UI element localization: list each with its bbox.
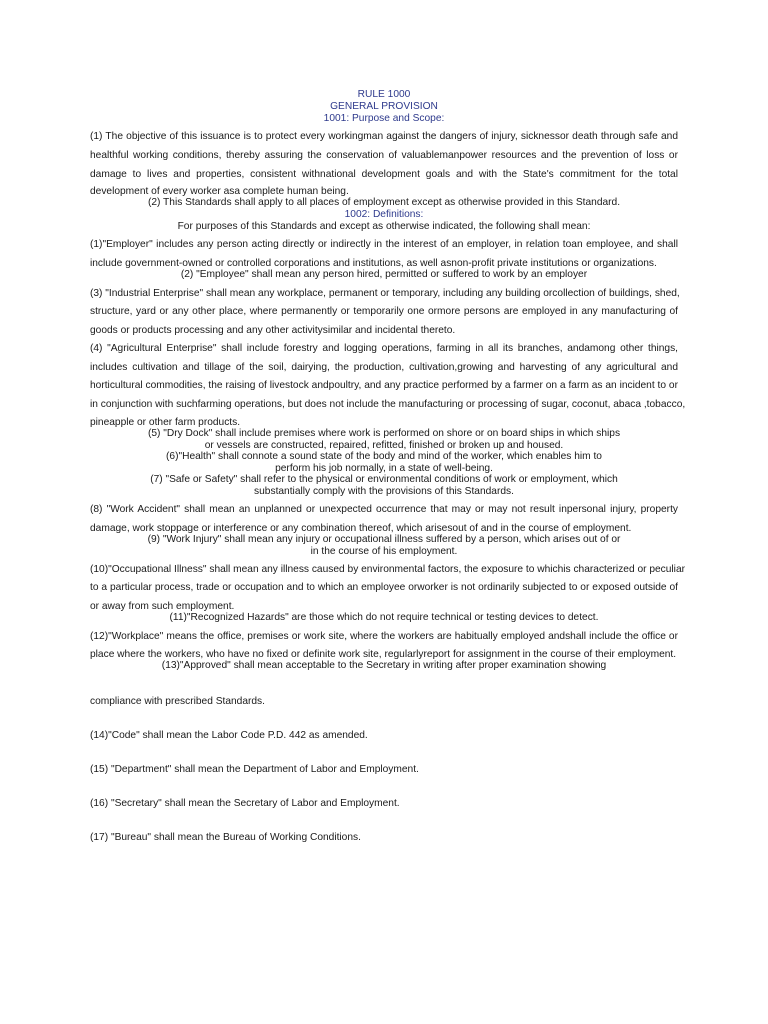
text-line: (17) "Bureau" shall mean the Bureau of Working Conditions.	[90, 832, 361, 843]
text-line: to a particular process, trade or occupation and to which an employee orworker is not ordinarily subjected to or exposed outside of	[90, 582, 678, 593]
text-line: in the course of his employment.	[310, 546, 458, 557]
text-line: substantially comply with the provisions of this Standards.	[254, 486, 514, 497]
text-line: (10)"Occupational Illness" shall mean any illness caused by environmental factors, the exposure to whichis characterized or peculiar	[90, 564, 686, 575]
text-line: (9) "Work Injury" shall mean any injury or occupational illness suffered by a person, which arises out of or	[147, 534, 621, 545]
text-line: pineapple or other farm products.	[90, 417, 241, 428]
text-line: perform his job normally, in a state of well-being.	[275, 463, 493, 474]
text-line: (2) This Standards shall apply to all places of employment except as otherwise provided in this Standard.	[147, 197, 621, 208]
text-line: (2) "Employee" shall mean any person hired, permitted or suffered to work by an employer	[180, 269, 588, 280]
text-line: (4) "Agricultural Enterprise" shall include forestry and logging operations, farming in all its branches, andamong other things,	[90, 343, 678, 354]
text-line: goods or products processing and any other activitysimilar and incidental thereto.	[90, 325, 456, 336]
text-line: development of every worker asa complete human being.	[90, 186, 349, 197]
text-line: place where the workers, who have no fixed or definite work site, regularlyreport for assignment in the course of their employment.	[90, 649, 677, 660]
text-line: (14)"Code" shall mean the Labor Code P.D. 442 as amended.	[90, 730, 368, 741]
text-line: in conjunction with suchfarming operations, but does not include the manufacturing or processing of sugar, coconut, abaca ,tobacco,	[90, 399, 686, 410]
heading-line: RULE 1000	[357, 89, 411, 100]
text-line: (5) "Dry Dock" shall include premises where work is performed on shore or on board ships in which ships	[147, 428, 621, 439]
text-line: compliance with prescribed Standards.	[90, 696, 265, 707]
text-line: includes cultivation and tillage of the soil, dairying, the production, cultivation,growing and harvesting of any agricultural and	[90, 362, 678, 373]
text-line: horticultural commodities, the raising of livestock andpoultry, and any practice performed by a farmer on a farm as an incident to or	[90, 380, 678, 391]
text-line: (7) "Safe or Safety" shall refer to the physical or environmental conditions of work or employment, which	[150, 474, 618, 485]
text-line: (1)"Employer" includes any person acting directly or indirectly in the interest of an employer, in relation toan employee, and shall	[90, 239, 678, 250]
text-line: For purposes of this Standards and except as otherwise indicated, the following shall mean:	[177, 221, 591, 232]
heading-line: GENERAL PROVISION	[330, 101, 438, 112]
heading-line: 1001: Purpose and Scope:	[323, 113, 445, 124]
text-line: or vessels are constructed, repaired, refitted, finished or broken up and housed.	[204, 440, 564, 451]
heading-line: 1002: Definitions:	[344, 209, 424, 220]
text-line: (12)"Workplace" means the office, premises or work site, where the workers are habitually employed andshall include the office or	[90, 631, 678, 642]
text-line: (6)"Health" shall connote a sound state of the body and mind of the worker, which enables him to	[166, 451, 602, 462]
text-line: damage to lives and properties, consistent withnational development goals and with the State's commitment for the total	[90, 169, 678, 180]
text-line: damage, work stoppage or interference or any combination thereof, which arisesout of and in the course of employment.	[90, 523, 632, 534]
text-line: (3) "Industrial Enterprise" shall mean any workplace, permanent or temporary, including any building orcollection of buildings, shed,	[90, 288, 680, 299]
text-line: healthful working conditions, thereby assuring the conservation of valuablemanpower resources and the prevention of loss or	[90, 150, 678, 161]
text-line: include government-owned or controlled corporations and institutions, as well asnon-profit private institutions or organizations.	[90, 258, 657, 269]
text-line: (15) "Department" shall mean the Department of Labor and Employment.	[90, 764, 419, 775]
text-line: (1) The objective of this issuance is to protect every workingman against the dangers of injury, sicknessor death through safe and	[90, 131, 678, 142]
text-line: or away from such employment.	[90, 601, 235, 612]
text-line: (8) "Work Accident" shall mean an unplanned or unexpected occurrence that may or may not result inpersonal injury, property	[90, 504, 678, 515]
text-line: (11)"Recognized Hazards" are those which do not require technical or testing devices to detect.	[169, 612, 599, 623]
text-line: (16) "Secretary" shall mean the Secretary of Labor and Employment.	[90, 798, 400, 809]
text-line: structure, yard or any other place, where permanently or temporarily one ormore persons are employed in any manufacturing of	[90, 306, 678, 317]
text-line: (13)"Approved" shall mean acceptable to the Secretary in writing after proper examination showing	[161, 660, 607, 671]
